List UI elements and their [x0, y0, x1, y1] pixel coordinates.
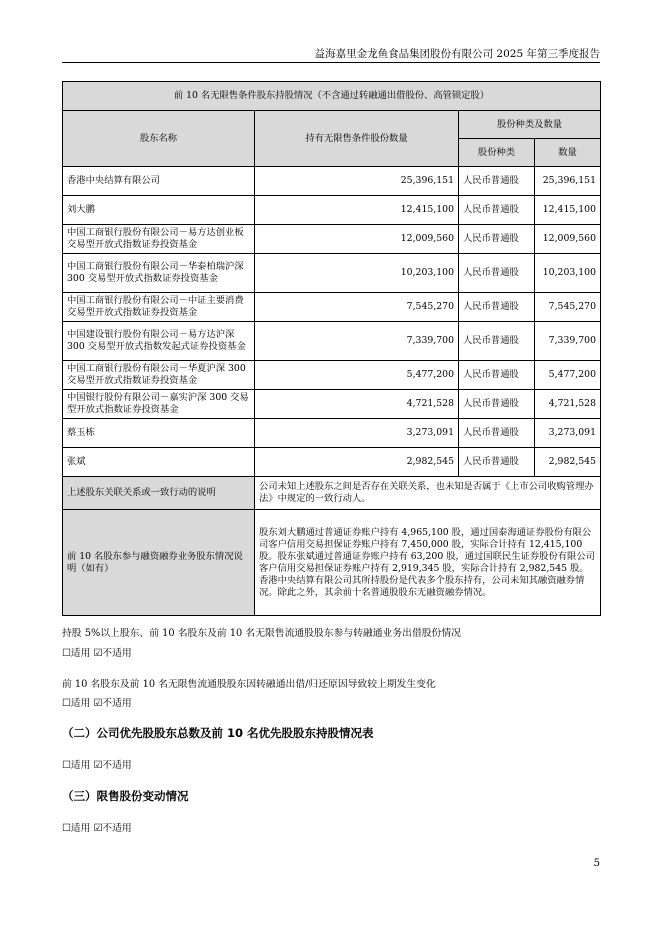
header-divider [62, 62, 600, 63]
holder-shares: 4,721,528 [255, 390, 459, 419]
refinancing-change-note: 前 10 名股东及前 10 名无限售流通股股东因转融通出借/归还原因导致较上期发生变化 [62, 679, 436, 690]
section-restricted-shares-title: （三）限售股份变动情况 [62, 789, 189, 803]
share-type: 人民币普通股 [459, 419, 535, 448]
relation-text: 公司未知上述股东之间是否存在关联关系，也未知是否属于《上市公司收购管理办法》中规定的一致行动人。 [255, 477, 601, 510]
refinancing-change-option: ☐适用 ☑不适用 [62, 698, 132, 709]
margin-trading-label: 前 10 名股东参与融资融券业务股东情况说明（如有） [63, 510, 255, 616]
holder-name: 中国工商银行股份有限公司－中证主要消费交易型开放式指数证券投资基金 [63, 293, 255, 322]
relation-label: 上述股东关联关系或一致行动的说明 [63, 477, 255, 510]
share-type: 人民币普通股 [459, 322, 535, 361]
share-qty: 12,415,100 [535, 196, 601, 225]
holder-shares: 10,203,100 [255, 254, 459, 293]
share-type: 人民币普通股 [459, 167, 535, 196]
holder-name: 中国工商银行股份有限公司－华夏沪深 300 交易型开放式指数证券投资基金 [63, 361, 255, 390]
page-number: 5 [593, 858, 600, 869]
table-row [63, 390, 601, 419]
section-preferred-shares-title: （二）公司优先股股东总数及前 10 名优先股股东持股情况表 [62, 726, 374, 740]
col-header-qty: 数量 [535, 139, 601, 167]
holder-name: 蔡玉栋 [63, 419, 255, 448]
holder-name: 中国银行股份有限公司－嘉实沪深 300 交易型开放式指数证券投资基金 [63, 390, 255, 419]
holder-shares: 5,477,200 [255, 361, 459, 390]
table-row [63, 361, 601, 390]
top10-unrestricted-shareholders-table [62, 81, 601, 616]
holder-shares: 7,545,270 [255, 293, 459, 322]
table-row [63, 448, 601, 477]
relation-row [63, 477, 601, 510]
col-header-holder: 股东名称 [63, 111, 255, 167]
table-row [63, 293, 601, 322]
share-qty: 12,009,560 [535, 225, 601, 254]
col-header-type-group: 股份种类及数量 [459, 111, 601, 139]
section-preferred-shares-option: ☐适用 ☑不适用 [62, 760, 132, 771]
refinancing-lending-note: 持股 5%以上股东、前 10 名股东及前 10 名无限售流通股股东参与转融通业务出借股份情况 [62, 628, 461, 639]
share-type: 人民币普通股 [459, 448, 535, 477]
table-row [63, 225, 601, 254]
margin-trading-row [63, 510, 601, 616]
holder-name: 香港中央结算有限公司 [63, 167, 255, 196]
share-type: 人民币普通股 [459, 254, 535, 293]
page-header-title: 益海嘉里金龙鱼食品集团股份有限公司 2025 年第三季度报告 [314, 48, 600, 60]
holder-shares: 2,982,545 [255, 448, 459, 477]
table-caption: 前 10 名无限售条件股东持股情况（不含通过转融通出借股份、高管锁定股） [63, 82, 601, 111]
share-qty: 25,396,151 [535, 167, 601, 196]
holder-shares: 7,339,700 [255, 322, 459, 361]
section-restricted-shares-option: ☐适用 ☑不适用 [62, 823, 132, 834]
share-qty: 4,721,528 [535, 390, 601, 419]
holder-name: 张斌 [63, 448, 255, 477]
holder-shares: 25,396,151 [255, 167, 459, 196]
share-type: 人民币普通股 [459, 390, 535, 419]
table-row [63, 196, 601, 225]
table-row [63, 419, 601, 448]
share-qty: 5,477,200 [535, 361, 601, 390]
holder-name: 刘大鹏 [63, 196, 255, 225]
holder-shares: 12,009,560 [255, 225, 459, 254]
table-row [63, 322, 601, 361]
table-row [63, 254, 601, 293]
share-type: 人民币普通股 [459, 293, 535, 322]
share-type: 人民币普通股 [459, 361, 535, 390]
table-row [63, 167, 601, 196]
holder-name: 中国工商银行股份有限公司－华泰柏瑞沪深 300 交易型开放式指数证券投资基金 [63, 254, 255, 293]
share-type: 人民币普通股 [459, 225, 535, 254]
margin-trading-text: 股东刘大鹏通过普通证券账户持有 4,965,100 股，通过国泰海通证券股份有限公司客户信用交易担保证券账户持有 7,450,000 股，实际合计持有 12,415,100 股。股东张斌通过普通证券账户持有 63,200 股，通过国联民生证券股份有限公司客户信用交易担保证券账户持有 2,919,345 股，实际合计持有 2,982,545 股。香港中央结算有限公司其所持股份是代表多个股东持有，公司未知其融资融券情况。除此之外，其余前十名普通股股东无融资融券情况。 [255, 510, 601, 616]
share-qty: 7,339,700 [535, 322, 601, 361]
share-qty: 7,545,270 [535, 293, 601, 322]
holder-name: 中国工商银行股份有限公司－易方达创业板交易型开放式指数证券投资基金 [63, 225, 255, 254]
holder-name: 中国建设银行股份有限公司－易方达沪深 300 交易型开放式指数发起式证券投资基金 [63, 322, 255, 361]
col-header-type: 股份种类 [459, 139, 535, 167]
share-qty: 10,203,100 [535, 254, 601, 293]
holder-shares: 12,415,100 [255, 196, 459, 225]
col-header-shares: 持有无限售条件股份数量 [255, 111, 459, 167]
share-type: 人民币普通股 [459, 196, 535, 225]
refinancing-lending-option: ☐适用 ☑不适用 [62, 648, 132, 659]
share-qty: 2,982,545 [535, 448, 601, 477]
share-qty: 3,273,091 [535, 419, 601, 448]
holder-shares: 3,273,091 [255, 419, 459, 448]
